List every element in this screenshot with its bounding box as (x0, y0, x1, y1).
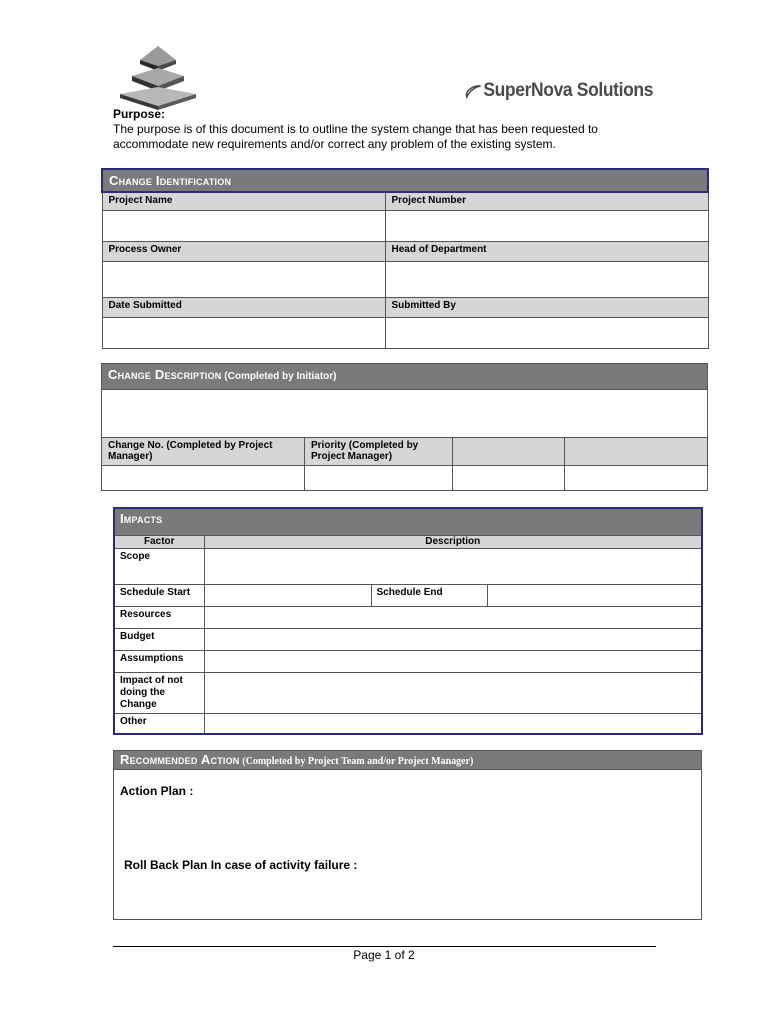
footer-divider (113, 946, 656, 947)
assumptions-field[interactable] (204, 650, 702, 672)
submitted-by-label: Submitted By (385, 297, 708, 317)
schedule-start-field[interactable] (204, 584, 371, 606)
change-description-table (101, 363, 708, 491)
factor-column-header: Factor (114, 535, 204, 548)
budget-field[interactable] (204, 628, 702, 650)
purpose-heading: Purpose: (113, 107, 166, 121)
change-description-subtitle: (Completed by Initiator) (224, 371, 337, 382)
resources-field[interactable] (204, 606, 702, 628)
recommended-action-header (114, 751, 702, 770)
impacts-title: Impacts (120, 511, 163, 526)
recommended-action-table (113, 750, 702, 920)
schedule-end-field[interactable] (487, 584, 702, 606)
change-description-header (102, 364, 708, 390)
change-identification-table (101, 168, 709, 349)
brand-text: SuperNova Solutions (483, 80, 654, 101)
other-label: Other (114, 713, 204, 734)
priority-label: Priority (Completed by Project Manager) (305, 438, 453, 466)
resources-label: Resources (114, 606, 204, 628)
recommended-action-body[interactable] (114, 770, 702, 920)
scope-label: Scope (114, 548, 204, 584)
brand-name (464, 80, 653, 102)
action-plan-label: Action Plan : (120, 784, 194, 798)
impacts-header (114, 508, 702, 535)
change-description-title: Change Description (108, 367, 222, 382)
extra-field-2[interactable] (565, 466, 708, 491)
schedule-start-label: Schedule Start (114, 584, 204, 606)
project-name-label: Project Name (102, 192, 385, 210)
other-field[interactable] (204, 713, 702, 734)
budget-label: Budget (114, 628, 204, 650)
page-number: Page 1 of 2 (353, 948, 415, 962)
change-no-label: Change No. (Completed by Project Manager) (102, 438, 305, 466)
process-owner-field[interactable] (102, 261, 385, 297)
impact-not-doing-label: Impact of not doing the Change (114, 672, 204, 713)
date-submitted-field[interactable] (102, 317, 385, 348)
company-logo-icon (118, 44, 198, 110)
recommended-action-subtitle: (Completed by Project Team and/or Project Manager) (242, 756, 474, 767)
extra-field-1[interactable] (453, 466, 565, 491)
process-owner-label: Process Owner (102, 241, 385, 261)
purpose-text: The purpose is of this document is to outline the system change that has been requested to accommodate new requirements and/or correct any problem of the existing system. (113, 122, 598, 151)
impacts-table (113, 507, 703, 735)
scope-field[interactable] (204, 548, 702, 584)
project-number-field[interactable] (385, 210, 708, 241)
rollback-plan-label: Roll Back Plan In case of activity failure : (124, 858, 358, 872)
project-number-label: Project Number (385, 192, 708, 210)
head-of-department-label: Head of Department (385, 241, 708, 261)
change-identification-title: Change Identification (109, 173, 232, 188)
head-of-department-field[interactable] (385, 261, 708, 297)
description-column-header: Description (204, 535, 702, 548)
impact-not-doing-field[interactable] (204, 672, 702, 713)
change-identification-header (102, 169, 708, 192)
recommended-action-title: Recommended Action (120, 752, 240, 767)
schedule-end-label: Schedule End (371, 584, 487, 606)
change-description-field[interactable] (102, 390, 708, 438)
priority-field[interactable] (305, 466, 453, 491)
assumptions-label: Assumptions (114, 650, 204, 672)
submitted-by-field[interactable] (385, 317, 708, 348)
swoosh-icon (464, 83, 482, 99)
date-submitted-label: Date Submitted (102, 297, 385, 317)
project-name-field[interactable] (102, 210, 385, 241)
extra-label-cell-1 (453, 438, 565, 466)
change-no-field[interactable] (102, 466, 305, 491)
extra-label-cell-2 (565, 438, 708, 466)
